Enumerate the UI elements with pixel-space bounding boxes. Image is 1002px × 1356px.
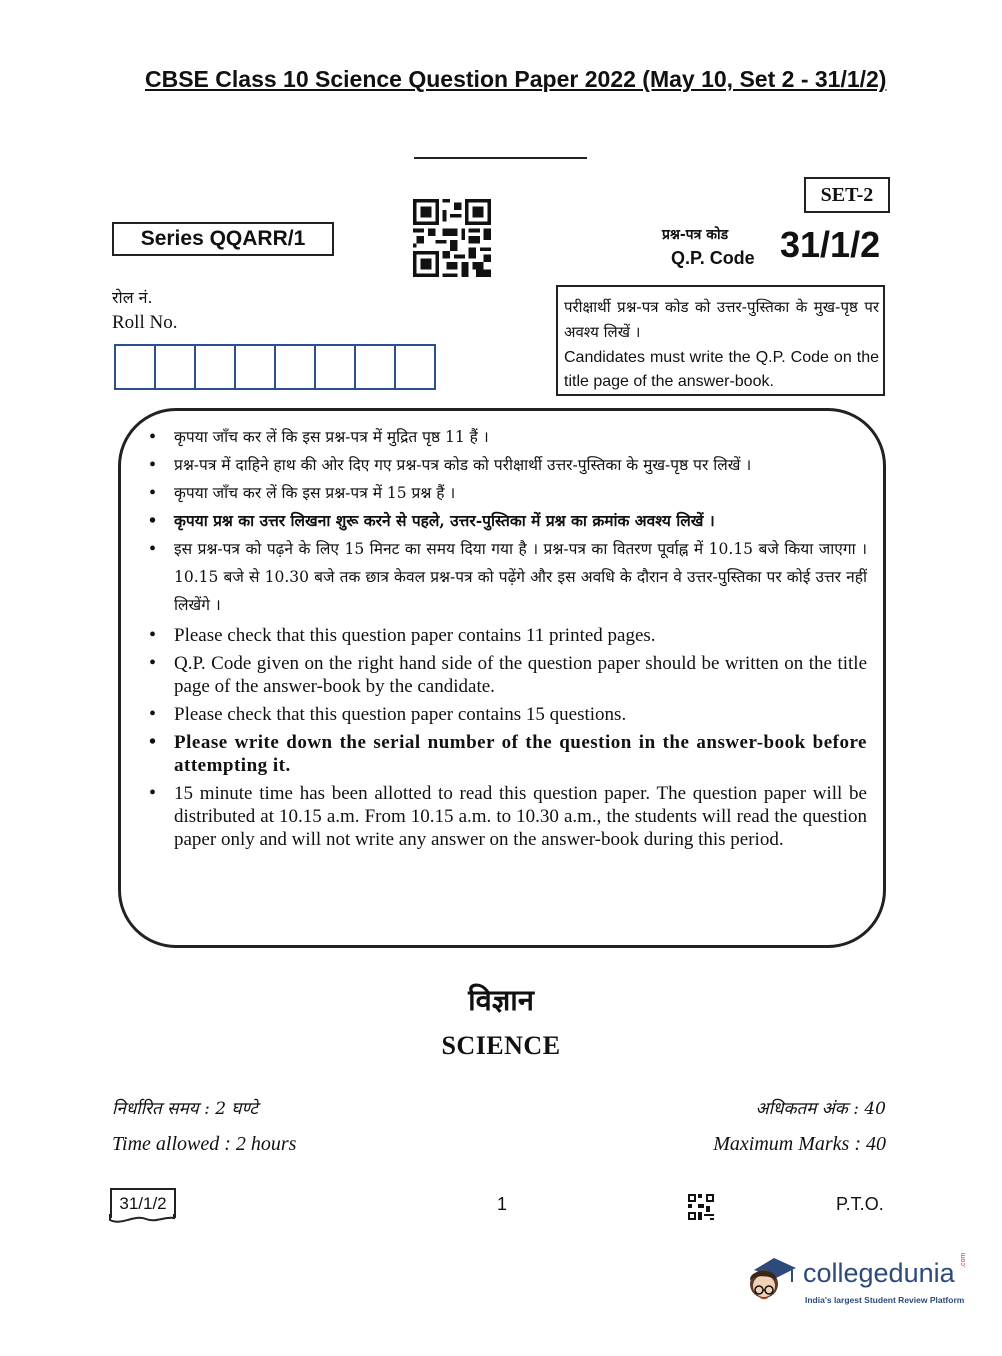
instruction-item-hindi: • प्रश्न-पत्र में दाहिने हाथ की ओर दिए गए प्रश्न-पत्र कोड को परीक्षार्थी उत्तर-पुस्तिका के मुख-पृष्ठ पर लिखें । [145,451,867,479]
collegedunia-logo[interactable]: collegedunia [803,1258,955,1288]
series-label-box: Series QQARR/1 [112,222,334,256]
qp-code-label: Q.P. Code [671,248,755,268]
qp-code-label-hindi: प्रश्न-पत्र कोड [662,227,729,243]
roll-label: Roll No. [112,312,178,333]
collegedunia-tagline: India's largest Student Review Platform [805,1295,965,1305]
instruction-item-hindi: • कृपया प्रश्न का उत्तर लिखना शुरू करने से पहले, उत्तर-पुस्तिका में प्रश्न का क्रमांक अवश्य लिखें । [145,507,867,535]
roll-cell[interactable] [396,346,434,388]
instruction-item-hindi: • कृपया जाँच कर लें कि इस प्रश्न-पत्र में 15 प्रश्न हैं । [145,479,867,507]
roll-cell[interactable] [116,346,156,388]
instruction-item-english: • Please check that this question paper contains 11 printed pages. [145,624,867,647]
roll-cell[interactable] [356,346,396,388]
page-number: 1 [497,1194,508,1214]
roll-cell[interactable] [316,346,356,388]
instruction-item-hindi: • कृपया जाँच कर लें कि इस प्रश्न-पत्र में मुद्रित पृष्ठ 11 हैं । [145,423,867,451]
please-turn-over: P.T.O. [836,1194,884,1214]
qp-code-value: 31/1/2 [780,224,881,265]
instruction-item-hindi: • इस प्रश्न-पत्र को पढ़ने के लिए 15 मिनट का समय दिया गया है । प्रश्न-पत्र का वितरण पूर्वाह्न में 10.15 बजे किया जाएगा । 10.15 बजे से 10.30 बजे तक छात्र केवल प्रश्न-पत्र को पढ़ेंगे और इस अवधि के दौरान वे उत्तर-पुस्तिका पर कोई उत्तर नहीं लिखेंगे । [145,535,867,619]
roll-cell[interactable] [236,346,276,388]
footer-code-tag: 31/1/2 [110,1188,176,1218]
time-allowed-hindi: निर्धारित समय : 2 घण्टे [112,1099,258,1119]
roll-cell[interactable] [196,346,236,388]
document-title: CBSE Class 10 Science Question Paper 2022 (May 10, Set 2 - 31/1/2) [145,66,887,92]
set-label-box: SET-2 [804,177,890,213]
roll-number-grid [114,344,436,390]
candidate-note-english: Candidates must write the Q.P. Code on the title page of the answer-book. [564,349,879,390]
top-rule-divider [414,157,587,159]
roll-label-hindi: रोल नं. [112,288,153,307]
instruction-item-english: • Q.P. Code given on the right hand side of the question paper should be written on the title page of the answer-book by the candidate. [145,652,867,698]
maximum-marks: Maximum Marks : 40 [713,1133,886,1155]
candidate-note-hindi: परीक्षार्थी प्रश्न-पत्र कोड को उत्तर-पुस्तिका के मुख-पृष्ठ पर अवश्य लिखें । [564,298,879,341]
footer-code-wave [108,1212,176,1226]
candidate-note-box [556,285,885,396]
roll-cell[interactable] [156,346,196,388]
time-allowed: Time allowed : 2 hours [112,1133,297,1155]
collegedunia-logo-com: .com [960,1252,967,1268]
instruction-item-english: • Please check that this question paper contains 15 questions. [145,703,867,726]
instructions-list [145,423,867,851]
instruction-item-english: • 15 minute time has been allotted to read this question paper. The question paper will be distributed at 10.15 a.m. From 10.15 a.m. to 10.30 a.m., the students will read the question paper only and will not write any answer on the answer-book during this period. [145,782,867,851]
maximum-marks-hindi: अधिकतम अंक : 40 [755,1099,886,1119]
instruction-item-english: • Please write down the serial number of the question in the answer-book before attempting it. [145,731,867,777]
collegedunia-mascot-icon [740,1250,800,1310]
subject-title: SCIENCE [441,1031,561,1060]
roll-cell[interactable] [276,346,316,388]
subject-title-hindi: विज्ञान [468,983,534,1017]
qr-code-icon [688,1194,714,1220]
qr-code-icon [413,199,491,277]
